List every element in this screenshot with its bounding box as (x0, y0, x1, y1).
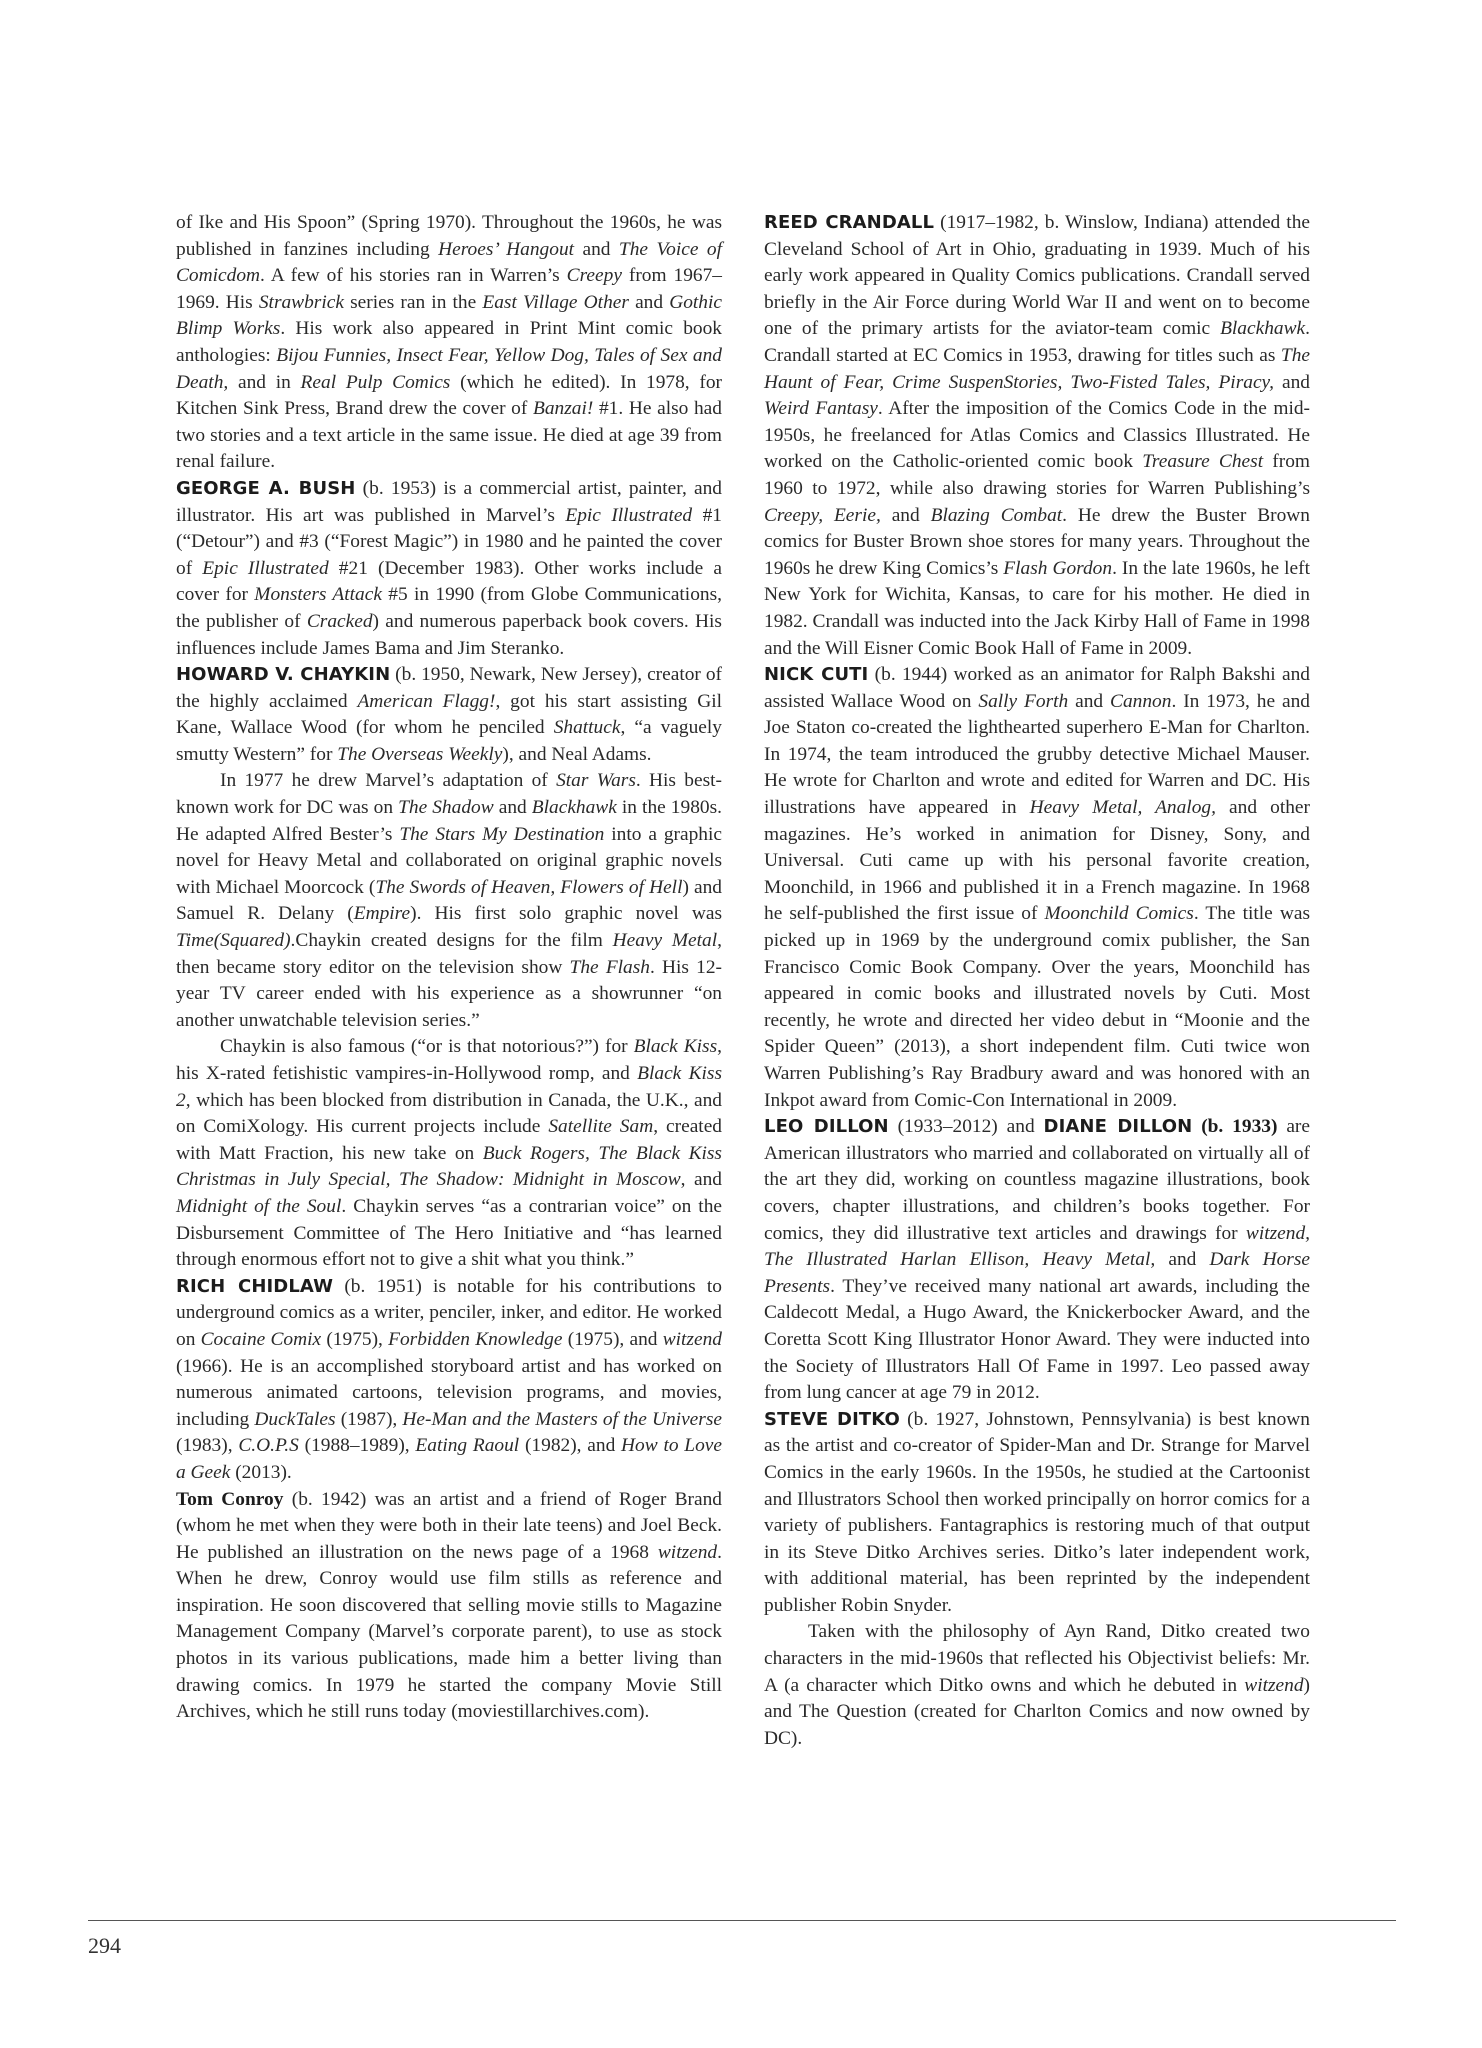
italic-title: The Voice of Comicdom (176, 238, 722, 287)
italic-title: The Flash (569, 956, 650, 978)
page-number: 294 (88, 1933, 121, 1958)
italic-title: Shattuck (553, 717, 621, 739)
text-run: and (574, 238, 619, 260)
italic-title: witzend, The Illustrated Harlan Ellison, Heavy Metal, (764, 1222, 1310, 1271)
text-run: (1987), (335, 1408, 403, 1430)
text-run: (b. 1951) is notable for his contributions to underground comics as a writer, penciler, inker, and editor. He worked on (176, 1275, 722, 1350)
text-run: #5 in 1990 (from Globe Communications, the publisher of (176, 584, 722, 632)
text-run: In 1977 he drew Marvel’s adaptation of (220, 770, 557, 792)
italic-title: Forbidden Knowledge (388, 1328, 563, 1350)
italic-title: witzend (657, 1541, 718, 1563)
text-run: . The title was picked up in 1969 by the underground comix publisher, the San Francisco Comic Book Company. Over the years, Moonchild has appeared in comic books and illustrated novels by Cuti. Most recently, he wrote and directed her video debut in “Moonie and the Spider Queen” (2013), a short independent film. Cuti twice won Warren Publishing’s Ray Bradbury award and was honored with an Inkpot award from Comic-Con International in 2009. (764, 903, 1311, 1111)
text-run: . When he drew, Conroy would use film stills as reference and inspiration. He soon discovered that selling movie stills to Magazine Management Company (Marvel’s corporate parent), to use as stock photos in its various publications, made him a better living than drawing comics. In 1979 he started the company Movie Still Archives, which he still runs today (moviestillarchives.com). (176, 1541, 722, 1723)
text-run: (1933–2012) and (888, 1116, 1044, 1138)
text-run: are American illustrators who married and collaborated on virtually all of the art they did, working on countless magazine illustrations, book covers, chapter illustrations, and children’s books together. For comics, they did illustrative text articles and drawings for (764, 1116, 1310, 1244)
text-run: , then became story editor on the television show (176, 930, 722, 978)
italic-title: Eating Raoul (415, 1435, 520, 1457)
text-run: (1917–1982, b. Winslow, Indiana) attended the Cleveland School of Art in Ohio, graduating in 1939. Much of his early work appeared in Quality Comics publications. Crandall served briefly in the Air Force during World War II and went on to become one of the primary artists for the aviator-team comic (764, 212, 1311, 340)
italic-title: Bijou Funnies, Insect Fear, Yellow Dog, Tales of Sex and Death, (176, 344, 722, 393)
italic-title: Empire (353, 903, 411, 925)
text-run: ), and Neal Adams. (502, 743, 652, 765)
italic-title: Time(Squared) (176, 930, 291, 952)
italic-title: The Overseas Weekly (337, 743, 503, 765)
italic-title: Cracked (306, 610, 373, 632)
italic-title: He-Man and the Masters of the Universe (402, 1408, 722, 1430)
italic-title: witzend (1244, 1674, 1304, 1696)
italic-title: Cocaine Comix (200, 1328, 322, 1350)
text-run: and other magazines. He’s worked in animation for Disney, Sony, and Universal. Cuti came up with his personal favorite creation, Moonchild, in 1966 and published it in a French magazine. In 1968 he self-published the first issue of (764, 797, 1310, 925)
paragraph (176, 1034, 722, 1273)
italic-title: Flash Gordon (1003, 557, 1113, 579)
text-run: , his X-rated fetishistic vampires-in-Hollywood romp, and (176, 1036, 722, 1084)
paragraph (176, 476, 722, 662)
paragraph (176, 662, 722, 768)
italic-title: Satellite Sam (548, 1116, 654, 1138)
text-run: (1982), and (519, 1435, 622, 1457)
text-run: (b. 1944) worked as an animator for Ralph Bakshi and assisted Wallace Wood on (764, 664, 1311, 712)
text-run: (b. 1927, Johnstown, Pennsylvania) is best known as the artist and co-creator of Spider-Man and Dr. Strange for Marvel Comics in the early 1960s. In the 1950s, he studied at the Cartoonist and Illustrators School then worked principally on horror comics for a variety of publishers. Fantagraphics is restoring much of that output in its Steve Ditko Archives series. Ditko’s later independent work, with additional material, has been reprinted by the independent publisher Robin Snyder. (764, 1408, 1310, 1616)
footer-rule (88, 1920, 1396, 1921)
italic-title: The Swords of Heaven, Flowers of Hell (375, 876, 683, 898)
text-run: ) and The Question (created for Charlton Comics and now owned by DC). (764, 1674, 1310, 1749)
text-run: , got his start assisting Gil Kane, Wallace Wood (for whom he penciled (176, 690, 723, 739)
text-run: (1966). He is an accomplished storyboard artist and has worked on numerous animated cartoons, television programs, and movies, including (176, 1355, 722, 1430)
text-run: of Ike and His Spoon” (Spring 1970). Throughout the 1960s, he was published in fanzines including (176, 212, 722, 260)
paragraph (764, 662, 1310, 1114)
text-run: , created with Matt Fraction, his new take on (176, 1116, 722, 1164)
italic-title: Weird Fantasy (764, 398, 878, 420)
italic-title: Strawbrick (258, 291, 344, 313)
text-run: and (493, 797, 532, 819)
text-run: (2013). (230, 1461, 292, 1483)
text-run: . He drew the Buster Brown comics for Buster Brown shoe stores for many years. Throughout the 1960s he drew King Comics’s (764, 504, 1310, 579)
text-run: from 1960 to 1972, while also drawing stories for Warren Publishing’s (764, 451, 1310, 499)
entry-name: (b. 1933) (1192, 1116, 1278, 1138)
entry-name: DIANE DILLON (1043, 1116, 1193, 1138)
italic-title: Cannon (1110, 690, 1172, 712)
paragraph (176, 1487, 722, 1726)
text-run: . His 12-year TV career ended with his experience as a showrunner “on another unwatchable television series.” (176, 956, 723, 1031)
left-column (176, 210, 722, 1726)
text-run: (1983), (176, 1435, 239, 1457)
italic-title: Treasure Chest (1142, 451, 1264, 473)
italic-title: Epic Illustrated (202, 557, 329, 579)
italic-title: witzend (662, 1328, 722, 1350)
italic-title: Sally Forth (978, 690, 1069, 712)
text-run: #21 (December 1983). Other works include a cover for (176, 557, 722, 606)
text-run: and (880, 504, 931, 526)
entry-name: REED CRANDALL (764, 212, 935, 233)
paragraph (764, 1407, 1310, 1620)
italic-title: Star Wars (556, 770, 636, 792)
text-run: and in (228, 371, 301, 393)
text-run: #1 (“Detour”) and #3 (“Forest Magic”) in 1980 and he painted the cover of (176, 504, 722, 579)
entry-name: GEORGE A. BUSH (176, 477, 356, 499)
text-run: . After the imposition of the Comics Code in the mid-1950s, he freelanced for Atlas Comics and Classics Illustrated. He worked on the Catholic-oriented comic book (764, 398, 1310, 473)
italic-title: DuckTales (254, 1408, 336, 1430)
text-run: ). His first solo graphic novel was (410, 903, 722, 925)
text-run: (b. 1942) was an artist and a friend of Roger Brand (whom he met when they were both in their late teens) and Joel Beck. He published an illustration on the news page of a 1968 (176, 1488, 723, 1563)
text-run: (1975), (321, 1328, 389, 1350)
text-run: (b. 1953) is a commercial artist, painter, and illustrator. His art was published in Marvel’s (176, 477, 723, 526)
italic-title: Creepy, Eerie, (764, 504, 881, 526)
entry-name: RICH CHIDLAW (176, 1275, 334, 1297)
text-run: . Chaykin serves “as a contrarian voice” on the Disbursement Committee of The Hero Initiative and “has learned through enormous effort not to give a shit what you think.” (176, 1195, 722, 1271)
text-run: and (1273, 371, 1310, 393)
entry-name: STEVE DITKO (764, 1408, 900, 1430)
italic-title: How to Love a Geek (176, 1435, 722, 1483)
text-run: (b. 1950, Newark, New Jersey), creator of the highly acclaimed (176, 664, 722, 712)
text-run: . They’ve received many national art awards, including the Caldecott Medal, a Hugo Award, the Knickerbocker Award, and the Coretta Scott King Illustrator Honor Award. They were inducted into the Society of Illustrators Hall Of Fame in 1997. Leo passed away from lung cancer at age 79 in 2012. (764, 1275, 1310, 1404)
entry-name: LEO DILLON (764, 1116, 889, 1138)
italic-title: Buck Rogers, The Black Kiss Christmas in July Special, The Shadow: Midnight in Moscow (176, 1142, 722, 1191)
italic-title: Heavy Metal (612, 930, 718, 952)
text-run: . A few of his stories ran in Warren’s (260, 265, 567, 287)
text-run: in the 1980s. He adapted Alfred Bester’s (176, 797, 722, 845)
text-run: Chaykin is also famous (“or is that notorious?”) for (220, 1036, 634, 1058)
italic-title: Banzai! (532, 398, 594, 420)
italic-title: Moonchild Comics (1044, 903, 1194, 925)
italic-title: East Village Other (482, 291, 629, 313)
italic-title: Black Kiss 2 (176, 1063, 722, 1111)
italic-title: Midnight of the Soul (176, 1195, 342, 1217)
text-run: . His work also appeared in Print Mint comic book anthologies: (176, 318, 722, 366)
text-run: ) and Samuel R. Delany ( (176, 876, 722, 925)
text-run: (1975), and (562, 1328, 663, 1350)
text-run: (1988–1989), (298, 1435, 416, 1457)
text-run: . His best-known work for DC was on (176, 770, 722, 819)
text-run: and (1155, 1249, 1210, 1271)
paragraph (176, 768, 722, 1034)
text-run: . Crandall started at EC Comics in 1953, drawing for titles such as (764, 318, 1310, 366)
italic-title: Monsters Attack (254, 584, 382, 606)
text-run: into a graphic novel for Heavy Metal and collaborated on original graphic novels with Michael Moorcock ( (176, 823, 722, 898)
italic-title: The Stars My Destination (399, 823, 605, 845)
italic-title: American Flagg! (357, 690, 496, 712)
italic-title: C.O.P.S (238, 1435, 299, 1457)
italic-title: Real Pulp Comics (300, 371, 451, 393)
italic-title: Blazing Combat (930, 504, 1063, 526)
text-run: . In 1973, he and Joe Staton co-created the lighthearted superhero E-Man for Charlton. In 1974, the team introduced the grubby detective Michael Mauser. He wrote for Charlton and wrote and edited for Warren and DC. His illustrations have appeared in (764, 690, 1310, 819)
text-run: ) and numerous paperback book covers. His influences include James Bama and Jim Steranko. (176, 610, 722, 659)
text-run: , “a vaguely smutty Western” for (176, 717, 722, 765)
italic-title: Heavy Metal, Analog, (1029, 797, 1216, 819)
right-column (764, 210, 1310, 1752)
italic-title: Gothic Blimp Works (176, 291, 722, 340)
italic-title: Epic Illustrated (565, 504, 693, 526)
text-run: and (628, 291, 670, 313)
paragraph (176, 1274, 722, 1487)
text-run: and (1068, 690, 1111, 712)
text-run: , which has been blocked from distribution in Canada, the U.K., and on ComiXology. His current projects include (176, 1089, 722, 1138)
text-run: Taken with the philosophy of Ayn Rand, Ditko created two characters in the mid-1960s that reflected his Objectivist beliefs: Mr. A (a character which Ditko owns and which he debuted in (764, 1621, 1310, 1696)
italic-title: Blackhawk (531, 797, 617, 819)
paragraph (764, 210, 1310, 662)
italic-title: Creepy (566, 265, 622, 287)
text-run: from 1967–1969. His (176, 265, 722, 313)
paragraph (764, 1114, 1310, 1407)
text-run: series ran in the (343, 291, 483, 313)
italic-title: The Shadow (398, 797, 494, 819)
text-run: .Chaykin created designs for the film (290, 930, 613, 952)
text-run: (which he edited). In 1978, for Kitchen Sink Press, Brand drew the cover of (176, 371, 723, 420)
italic-title: Heroes’ Hangout (438, 238, 575, 260)
entry-name: NICK CUTI (764, 664, 869, 686)
italic-title: The Haunt of Fear, Crime SuspenStories, Two-Fisted Tales, Piracy, (764, 344, 1310, 393)
italic-title: Black Kiss (633, 1036, 718, 1058)
paragraph (764, 1619, 1310, 1752)
text-run: , and (680, 1169, 722, 1191)
paragraph (176, 210, 722, 476)
text-run: #1. He also had two stories and a text article in the same issue. He died at age 39 from renal failure. (176, 398, 722, 473)
italic-title: Dark Horse Presents (764, 1249, 1310, 1297)
entry-name: Tom Conroy (176, 1488, 284, 1510)
entry-name: HOWARD V. CHAYKIN (176, 664, 391, 686)
italic-title: Blackhawk (1220, 318, 1306, 340)
text-run: . In the late 1960s, he left New York for Wichita, Kansas, to care for his mother. He died in 1982. Crandall was inducted into the Jack Kirby Hall of Fame in 1998 and the Will Eisner Comic Book Hall of Fame in 2009. (764, 557, 1310, 659)
